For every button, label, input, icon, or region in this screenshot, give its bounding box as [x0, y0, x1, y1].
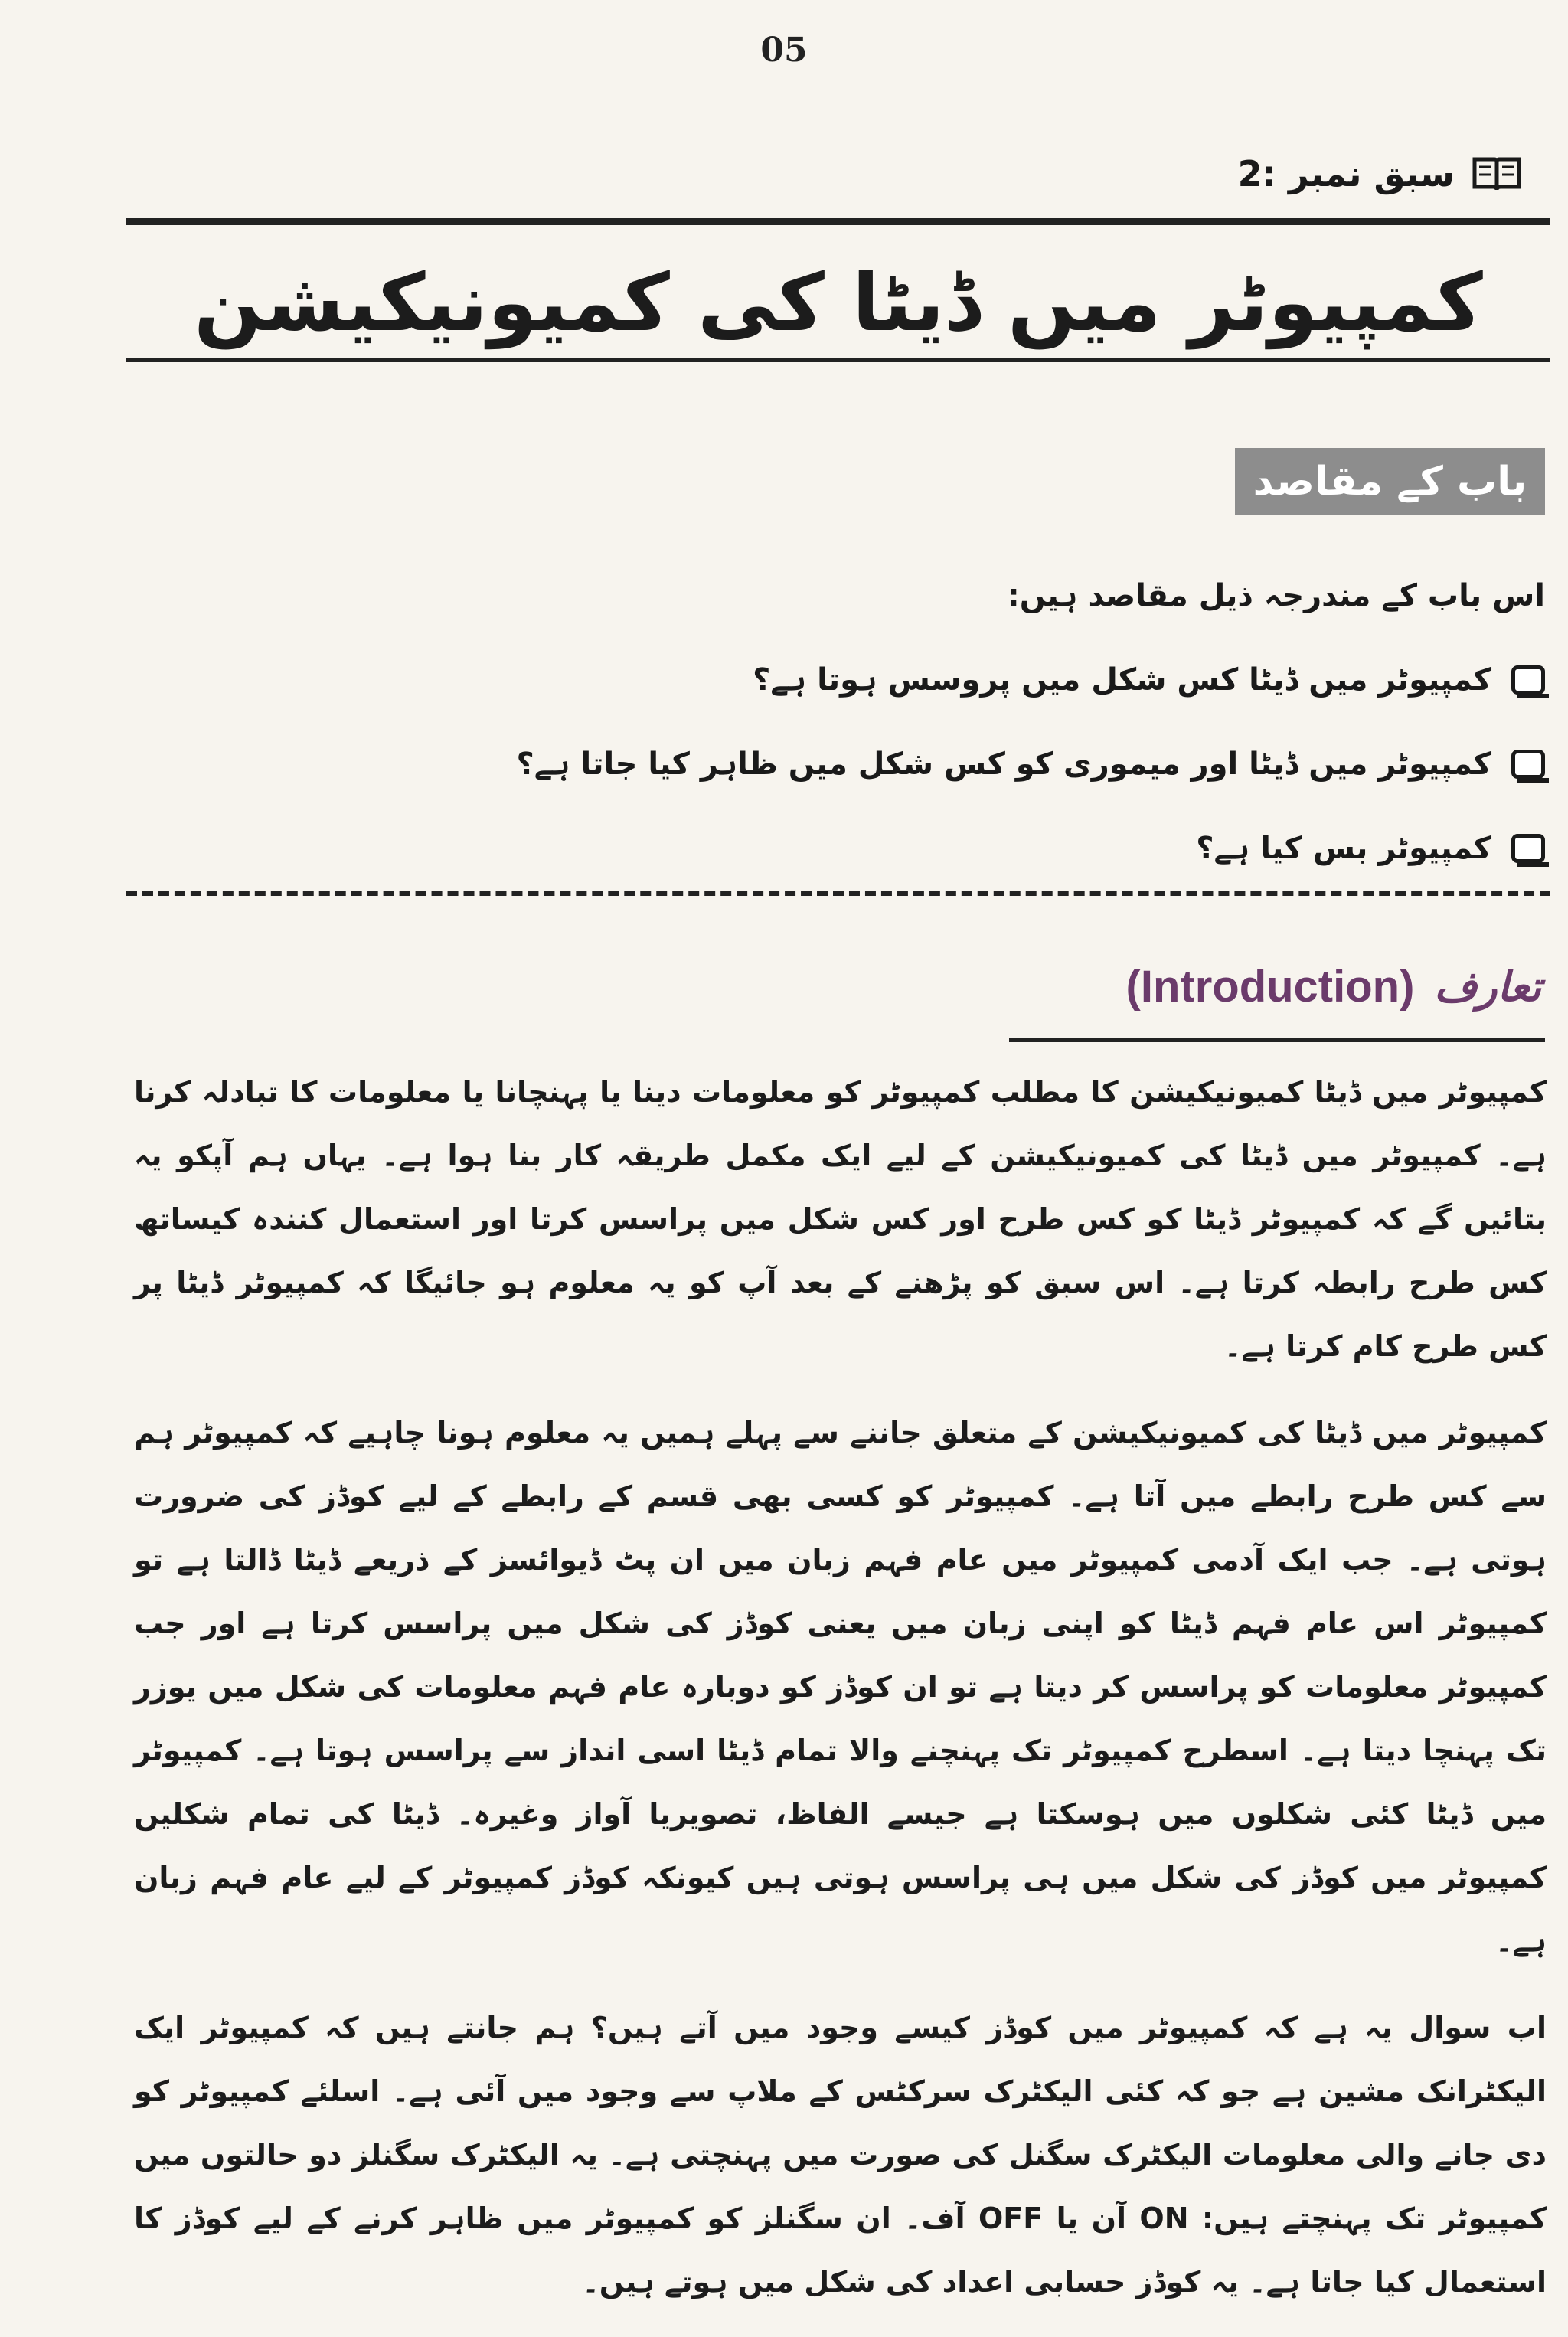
paragraph: کمپیوٹر میں ڈیٹا کی کمیونیکیشن کے متعلق جاننے سے پہلے ہمیں یہ معلوم ہونا چاہیے کہ کمپیوٹر ہم سے کس طرح رابطے میں آتا ہے۔ کمپیوٹر کو کسی بھی قسم کے رابطے کے لیے کوڈز کی ضرورت ہوتی ہے۔ جب ایک آدمی کمپیوٹر میں عام فہم زبان میں ان پٹ ڈیوائسز کے ذریعے ڈیٹا ڈالتا ہے تو کمپیوٹر اس عام فہم ڈیٹا کو اپنی زبان میں یعنی کوڈز کی شکل میں پراسس کرتا ہے اور جب کمپیوٹر معلومات کو پراسس کر دیتا ہے تو ان کوڈز کو دوبارہ عام فہم معلومات کی شکل میں یوزر تک پہنچا دیتا ہے۔ اسطرح کمپیوٹر تک پہنچنے والا تمام ڈیٹا اسی انداز سے پراسس ہوتا ہے۔ کمپیوٹر میں ڈیٹا کئی شکلوں میں ہوسکتا ہے جیسے الفاظ، تصویریا آواز وغیرہ۔ ڈیٹا کی تمام شکلیں کمپیوٹر میں کوڈز کی شکل میں ہی پراسس ہوتی ہیں کیونکہ کوڈز کمپیوٹر کے لیے عام فہم زبان ہے۔: [134, 1416, 1547, 1958]
objective-text: کمپیوٹر میں ڈیٹا اور میموری کو کس شکل میں ظاہر کیا جاتا ہے؟: [516, 747, 1491, 782]
objective-text: کمپیوٹر میں ڈیٹا کس شکل میں پروسس ہوتا ہے؟: [753, 662, 1491, 698]
page-number: 05: [760, 31, 808, 70]
objective-item: [1196, 831, 1545, 866]
chapter-title: کمپیوٹر میں ڈیٹا کی کمیونیکیشن: [194, 256, 1483, 349]
title-bottom-rule: [126, 358, 1550, 362]
objectives-heading: باب کے مقاصد: [1235, 448, 1545, 515]
lesson-label-text: سبق نمبر :2: [1237, 153, 1455, 194]
introduction-heading-english: (Introduction): [1125, 962, 1415, 1012]
objective-item: [753, 662, 1545, 698]
introduction-heading: [1126, 961, 1541, 1012]
introduction-heading-urdu: تعارف: [1434, 963, 1541, 1011]
checkbox-icon: [1511, 834, 1545, 863]
lesson-label: [1238, 153, 1522, 194]
objective-item: [517, 747, 1546, 782]
paragraph: کمپیوٹر میں ڈیٹا کمیونیکیشن کا مطلب کمپیوٹر کو معلومات دینا یا پہنچانا یا معلومات کا تبادلہ کرنا ہے۔ کمپیوٹر میں ڈیٹا کی کمیونیکیشن کے لیے ایک مکمل طریقہ کار بنا ہوا ہے۔ یہاں ہم آپکو یہ بتائیں گے کہ کمپیوٹر ڈیٹا کو کس طرح اور کس شکل میں پراسس کرتا اور استعمال کنندہ کیساتھ کس طرح رابطہ کرتا ہے۔ اس سبق کو پڑھنے کے بعد آپ کو یہ معلوم ہو جائیگا کہ کمپیوٹر ڈیٹا پر کس طرح کام کرتا ہے۔: [134, 1075, 1547, 1363]
checkbox-icon: [1511, 665, 1545, 695]
objective-text: کمپیوٹر بس کیا ہے؟: [1196, 831, 1491, 866]
title-top-rule: [126, 218, 1550, 225]
section-divider: [126, 891, 1550, 896]
objectives-intro: اس باب کے مندرجہ ذیل مقاصد ہیں:: [1007, 578, 1545, 613]
introduction-underline: [1009, 1038, 1545, 1042]
paragraph: اب سوال یہ ہے کہ کمپیوٹر میں کوڈز کیسے وجود میں آتے ہیں؟ ہم جانتے ہیں کہ کمپیوٹر ایک الیکٹرانک مشین ہے جو کہ کئی الیکٹرک سرکٹس کے ملاپ سے وجود میں آئی ہے۔ اسلئے کمپیوٹر کو دی جانے والی معلومات الیکٹرک سگنل کی صورت میں پہنچتی ہے۔ یہ الیکٹرک سگنلز دو حالتوں میں کمپیوٹر تک پہنچتے ہیں: ON آن یا OFF آف۔ ان سگنلز کو کمپیوٹر میں ظاہر کرنے کے لیے کوڈز کا استعمال کیا جاتا ہے۔ یہ کوڈز حسابی اعداد کی شکل میں ہوتے ہیں۔: [134, 2011, 1547, 2299]
book-icon: [1472, 155, 1522, 193]
checkbox-icon: [1511, 750, 1545, 779]
introduction-body: [134, 1061, 1547, 2337]
